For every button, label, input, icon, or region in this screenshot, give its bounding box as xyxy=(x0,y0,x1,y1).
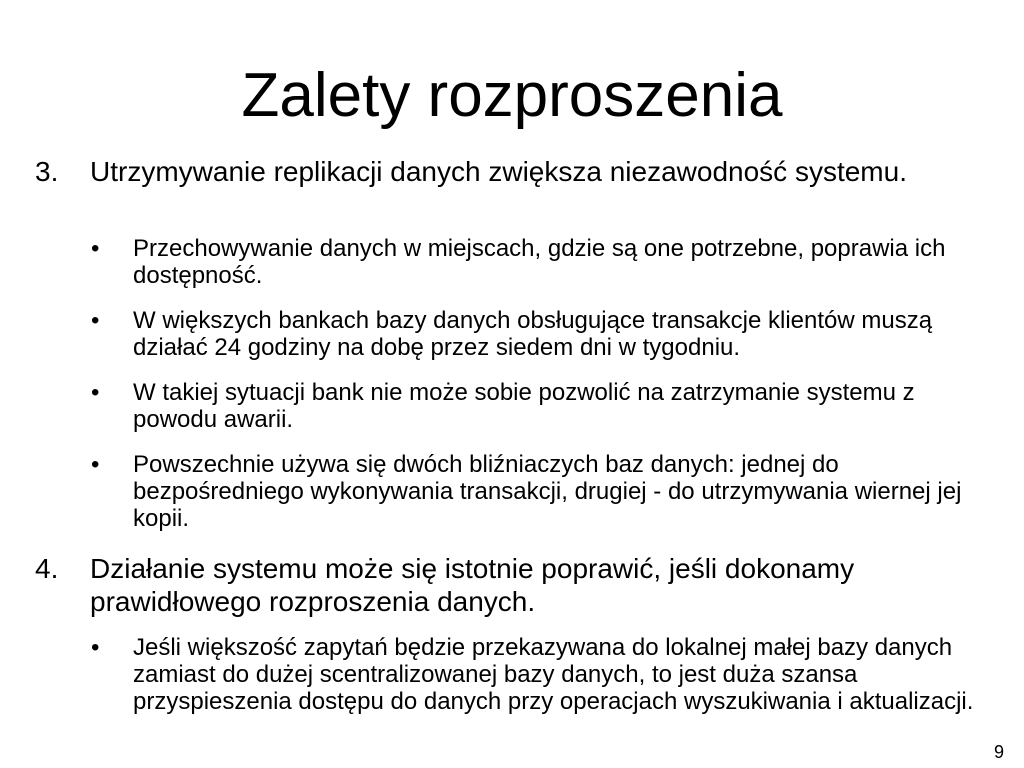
bullet-text: Przechowywanie danych w miejscach, gdzie są one potrzebne, poprawia ich dostępność. xyxy=(133,235,946,289)
item-number: 4. xyxy=(35,553,59,584)
page-number: 9 xyxy=(993,742,1004,762)
slide-title: Zalety rozproszenia xyxy=(241,61,783,130)
bullet-marker: • xyxy=(91,379,100,406)
bullet-text: Powszechnie używa się dwóch bliźniaczych baz danych: jednej do bezpośredniego wykonywania transakcji, drugiej - do utrzymywania wiernej jej kopii. xyxy=(133,451,962,532)
item-text: Utrzymywanie replikacji danych zwiększa niezawodność systemu. xyxy=(90,156,907,187)
bullet-text: W większych bankach bazy danych obsługujące transakcje klientów muszą działać 24 godziny na dobę przez siedem dni w tygodniu. xyxy=(133,307,933,361)
bullet-marker: • xyxy=(91,307,100,334)
bullet-text: W takiej sytuacji bank nie może sobie pozwolić na zatrzymanie systemu z powodu awarii. xyxy=(133,379,915,433)
item-text: Działanie systemu może się istotnie poprawić, jeśli dokonamy prawidłowego rozproszenia danych. xyxy=(90,553,855,617)
bullet-marker: • xyxy=(91,451,100,478)
bullet-marker: • xyxy=(91,235,100,262)
bullet-marker: • xyxy=(91,634,100,661)
item-number: 3. xyxy=(35,156,59,187)
bullet-text: Jeśli większość zapytań będzie przekazywana do lokalnej małej bazy danych zamiast do dużej scentralizowanej bazy danych, to jest duża szansa przyspieszenia dostępu do danych przy operacjach wyszukiwania i aktualizacji. xyxy=(133,634,974,715)
